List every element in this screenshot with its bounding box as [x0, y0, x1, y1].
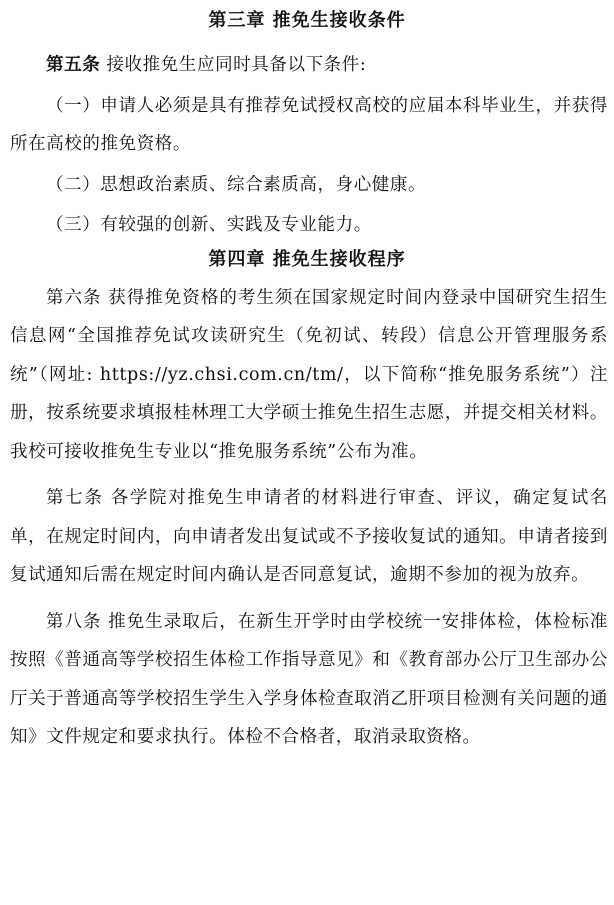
- condition-item-3: （三）有较强的创新、实践及专业能力。: [46, 215, 372, 235]
- article-6-number: 第六条: [46, 287, 102, 308]
- article-5-text: 接收推免生应同时具备以下条件:: [100, 55, 367, 75]
- article-5-number: 第五条: [46, 55, 101, 75]
- condition-item-1: （一）申请人必须是具有推荐免试授权高校的应届本科毕业生，并获得所在高校的推免资格。: [10, 95, 608, 154]
- article-7-text: 各学院对推免生申请者的材料进行审查、评议，确定复试名单，在规定时间内，向申请者发出复试或不予接收复试的通知。申请者接到复试通知后需在规定时间内确认是否同意复试，逾期不参加的视为放弃。: [10, 488, 608, 585]
- article-7: [0, 479, 614, 595]
- article-8-number: 第八条: [46, 611, 102, 632]
- chapter-4-title: 第四章 推免生接收程序: [208, 248, 406, 270]
- article-8: [0, 603, 614, 757]
- article-6: [0, 279, 614, 472]
- article-7-number: 第七条: [46, 488, 104, 508]
- article-6-text: 获得推免资格的考生须在国家规定时间内登录中国研究生招生信息网“全国推荐免试攻读研究生（免初试、转段）信息公开管理服务系统”（网址: https://yz.chsi.com.cn/tm/，以下简称“推免服务系统”）注册，按系统要求填报桂林理工大学硕士推免生招生志愿，并提交相关材料。我校可接收推免生专业以“推免服务系统”公布为准。: [10, 287, 608, 462]
- condition-item-2: （二）思想政治素质、综合素质高，身心健康。: [46, 174, 427, 195]
- chapter-3-title: 第三章 推免生接收条件: [208, 10, 406, 31]
- article-8-text: 推免生录取后，在新生开学时由学校统一安排体检，体检标准按照《普通高等学校招生体检工作指导意见》和《教育部办公厅卫生部办公厅关于普通高等学校招生学生入学身体检查取消乙肝项目检测有关问题的通知》文件规定和要求执行。体检不合格者，取消录取资格。: [10, 611, 608, 747]
- article-5: [0, 46, 614, 85]
